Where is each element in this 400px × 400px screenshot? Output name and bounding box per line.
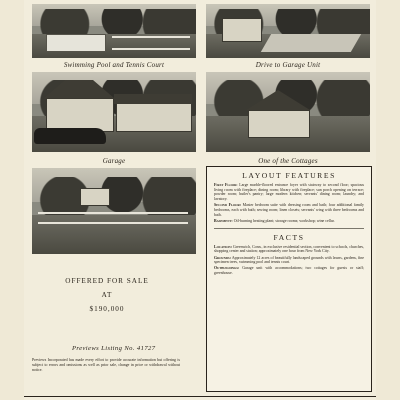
outbuildings-label: Outbuildings: (214, 266, 240, 271)
first-floor-label: First Floor: (214, 183, 238, 187)
grounds-text: Approximately 12 acres of beautifully landscaped grounds with lawns, gardens, fine specimen trees, swimming pool and tennis court. (214, 255, 364, 265)
disclaimer-note: Previews Incorporated has made every effort to provide accurate information but offering is subject to errors and omissions as well as prior sale, change in price or withdrawal without notice. (32, 358, 180, 372)
field-photo (32, 168, 196, 254)
listing-number: Previews Listing No. 41727 (72, 345, 156, 352)
box-divider (214, 228, 364, 229)
first-floor-text: Large marble-floored entrance foyer with stairway to second floor; spacious living room with fireplace; dining room; library with fireplace; sun porch opening on terrace; powder room; butler's pantry; large modern kitchen; servants' dining room; laundry; and lavatory. (214, 183, 364, 202)
location-text: Greenwich, Conn., in exclusive residential section, convenient to schools, churches, shopping center and station; approximately one hour from New York City. (214, 244, 364, 254)
offer-at: AT (101, 291, 113, 299)
facts-title: FACTS (273, 232, 305, 242)
location-label: Location: (214, 244, 233, 249)
bottom-rule (24, 396, 376, 397)
pool-photo (32, 4, 196, 58)
layout-features-box (206, 166, 372, 392)
offer-line: OFFERED FOR SALE (65, 277, 149, 285)
layout-features-title: LAYOUT FEATURES (242, 171, 336, 180)
garage-photo (32, 72, 196, 152)
cottage-caption: One of the Cottages (258, 157, 318, 165)
second-floor-text: Master bedroom suite with dressing room and bath; four additional family bedrooms, each with bath; sewing room; linen closets; servants' wing with three bedrooms and bath. (214, 203, 364, 217)
facts-text (214, 245, 364, 276)
basement-text: Oil-burning heating plant; storage rooms; workshop; wine cellar. (233, 218, 335, 223)
garage-caption: Garage (102, 157, 126, 165)
grounds-label: Grounds: (214, 255, 231, 260)
offer-price: $190,000 (89, 305, 125, 313)
cottage-photo (206, 72, 370, 152)
drive-photo (206, 4, 370, 58)
layout-features-text (214, 183, 364, 224)
basement-label: Basement: (214, 218, 233, 223)
second-floor-label: Second Floor: (214, 203, 242, 208)
pool-caption: Swimming Pool and Tennis Court (63, 61, 165, 69)
drive-caption: Drive to Garage Unit (255, 61, 321, 69)
outbuildings-text: Garage unit with accommodations; two cottages for guests or staff; greenhouse. (214, 266, 364, 276)
offer-block (32, 277, 182, 319)
